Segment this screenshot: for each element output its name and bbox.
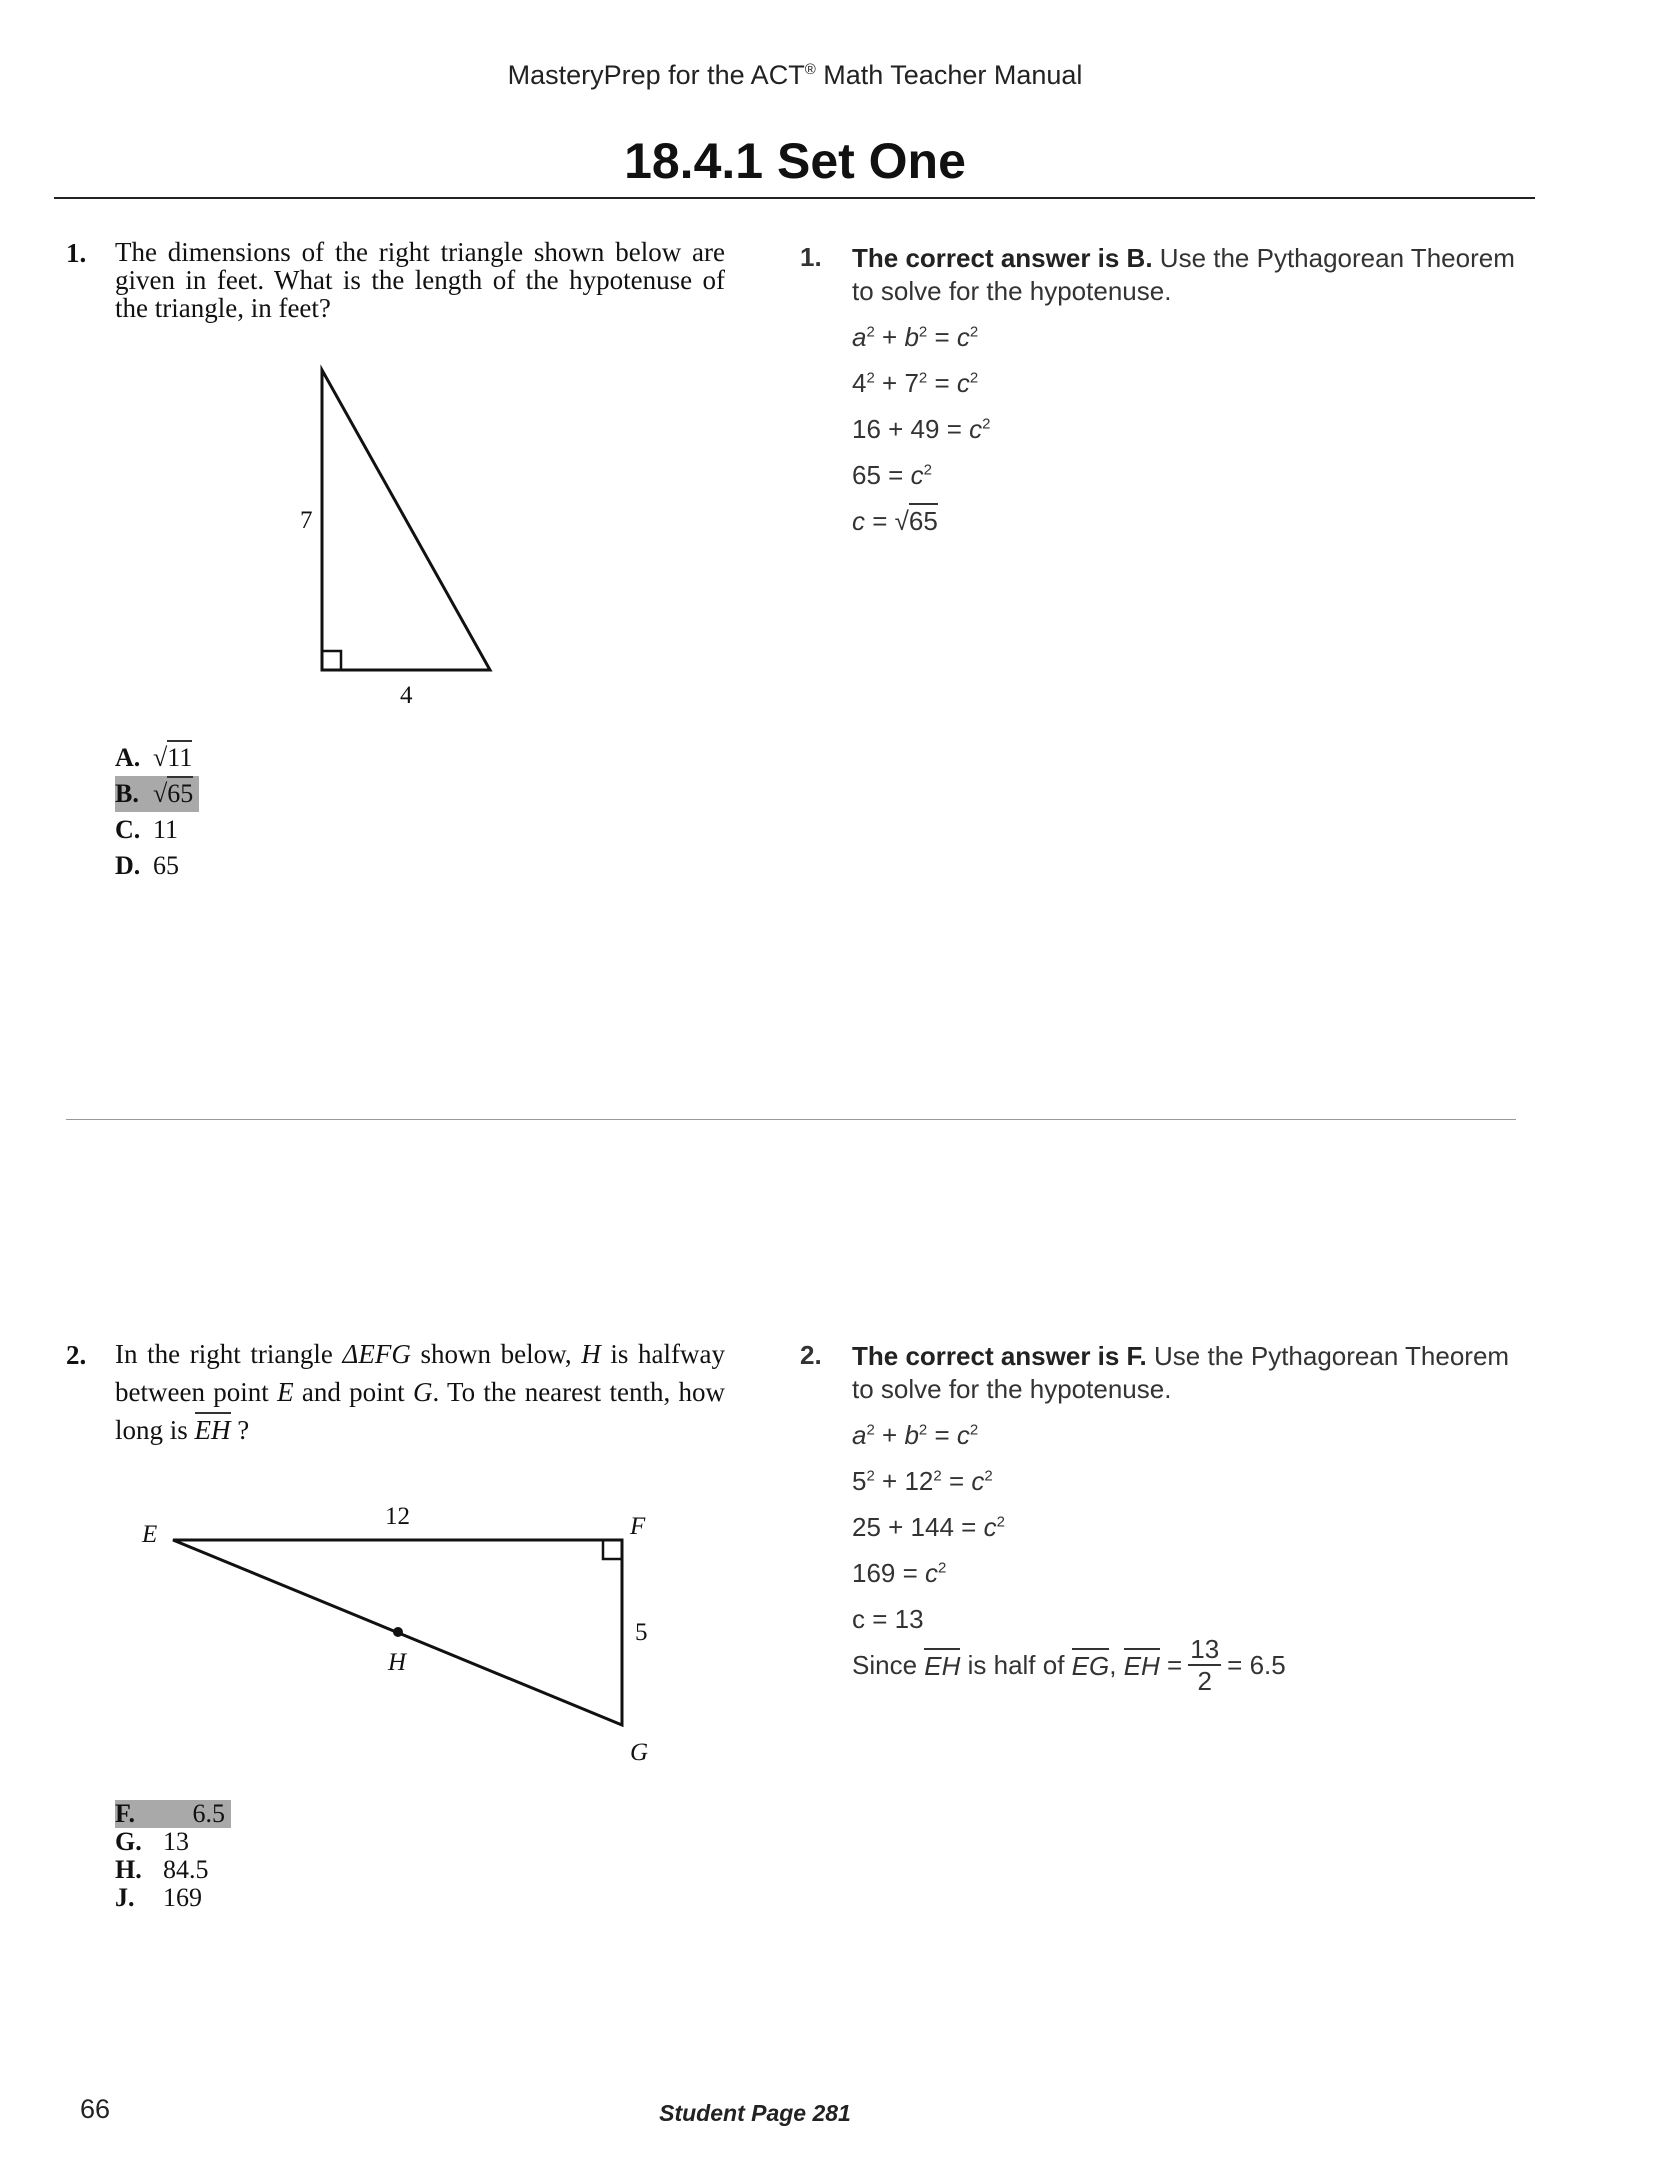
choice-b-correct[interactable]: B. √65 <box>115 776 199 812</box>
fraction: $\frac{13}{2}$ <box>1190 1634 1220 1696</box>
leg-horizontal-label: 4 <box>400 682 413 709</box>
question-2-number: 2. <box>66 1340 87 1370</box>
question-2-text: In the right triangle ΔEFG shown below, H is halfway between point E and point G. To the nearest tenth, how long is EH ? <box>115 1339 725 1445</box>
answer-1-step-2: $4^2 + 7^2 = c^2$ <box>852 368 979 398</box>
question-1-figure <box>280 360 520 710</box>
label-e: E <box>142 1521 158 1548</box>
side-leg-label: 5 <box>635 1619 648 1646</box>
question-1-text: The dimensions of the right triangle shown below are given in feet. What is the length of the hypotenuse of the triangle, in feet? <box>115 237 725 323</box>
title-rule <box>54 197 1535 199</box>
answer-2-step-2: $5^2 + 12^2 = c^2$ <box>852 1466 993 1496</box>
choice-a[interactable]: A. √11 <box>115 740 199 776</box>
answer-2-conclusion: Since EH is half of EG , EH = $\frac{13}{2}$ = 6.5 <box>852 1634 1286 1696</box>
answer-2-step-4: $169 = c^2$ <box>852 1558 947 1588</box>
leg-vertical-label: 7 <box>300 507 313 534</box>
choice-f-correct[interactable]: F. 6.5 <box>115 1800 231 1828</box>
answer-2-step-5: c = 13 <box>852 1604 924 1634</box>
header-title: MasteryPrep for the ACT® Math Teacher Manual <box>507 60 1083 90</box>
choice-d[interactable]: D. 65 <box>115 851 179 880</box>
section-title: 18.4.1 Set One <box>624 133 966 189</box>
page-number: 66 <box>80 2094 111 2124</box>
label-h: H <box>388 1649 407 1676</box>
midpoint-h <box>393 1627 403 1637</box>
answer-2-explanation: The correct answer is F. Use the Pythagorean Theorem to solve for the hypotenuse. <box>852 1341 1510 1404</box>
question-1-choices <box>115 740 199 884</box>
choice-g[interactable]: G. 13 <box>115 1827 189 1856</box>
answer-2-step-1: $a^2 + b^2 = c^2$ <box>852 1420 979 1450</box>
right-angle-marker <box>603 1540 622 1559</box>
choice-j[interactable]: J. 169 <box>115 1883 202 1912</box>
answer-1-step-5: c = √65 <box>852 506 938 537</box>
answer-2-number: 2. <box>800 1340 822 1370</box>
choice-c[interactable]: C. 11 <box>115 815 179 844</box>
top-leg-label: 12 <box>385 1503 410 1530</box>
right-triangle <box>322 370 490 670</box>
answer-2-step-3: $25 + 144 = c^2$ <box>852 1512 1005 1542</box>
choice-h[interactable]: H. 84.5 <box>115 1855 209 1884</box>
label-f: F <box>630 1513 646 1540</box>
answer-1-number: 1. <box>800 242 822 272</box>
question-1-number: 1. <box>66 238 87 268</box>
section-divider <box>66 1119 1516 1120</box>
label-g: G <box>630 1739 649 1766</box>
right-angle-marker <box>322 651 341 670</box>
student-page-reference: Student Page 281 <box>659 2100 851 2126</box>
answer-1-step-1: $a^2 + b^2 = c^2$ <box>852 322 979 352</box>
question-2-choices <box>115 1800 231 1912</box>
answer-1-step-3: $16 + 49 = c^2$ <box>852 414 991 444</box>
question-2-figure <box>130 1490 690 1770</box>
answer-1-explanation: The correct answer is B. Use the Pythagorean Theorem to solve for the hypotenuse. <box>852 243 1515 306</box>
answer-1-step-4: $65 = c^2$ <box>852 460 932 490</box>
